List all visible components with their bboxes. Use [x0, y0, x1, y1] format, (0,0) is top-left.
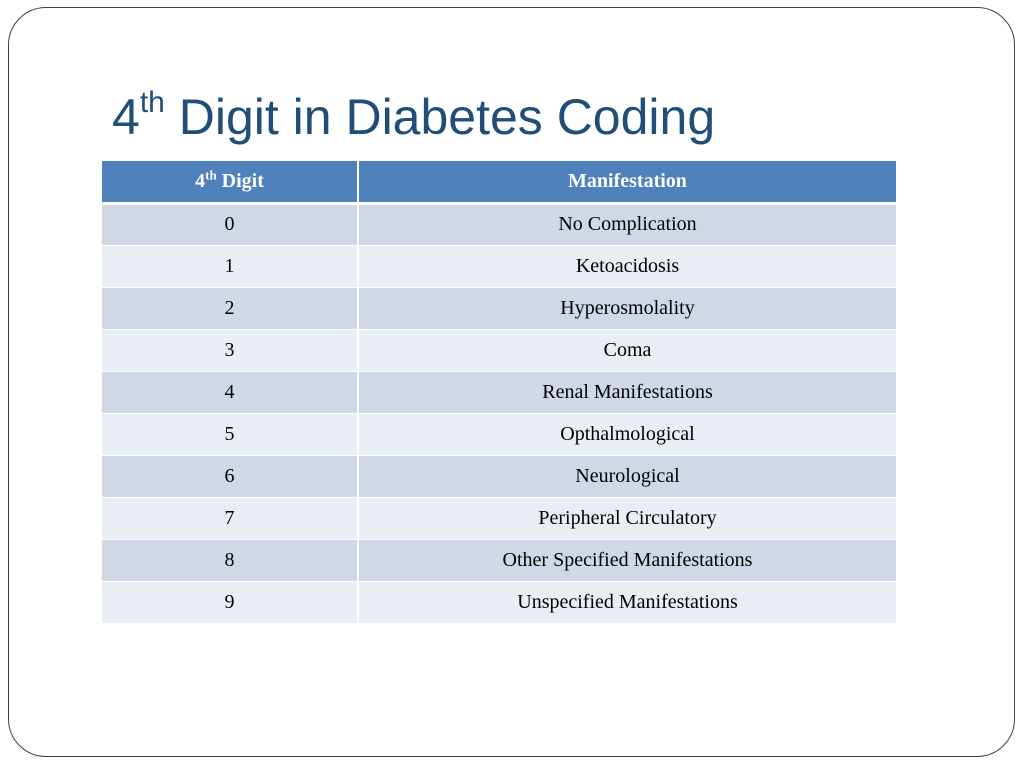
table-row — [102, 497, 896, 539]
table-row — [102, 455, 896, 497]
table-row — [102, 581, 896, 623]
digit-cell: 0 — [102, 203, 358, 245]
header-digit — [102, 161, 358, 203]
header-manifestation: Manifestation — [358, 161, 896, 203]
manifestation-cell: Neurological — [358, 455, 896, 497]
digit-cell: 4 — [102, 371, 358, 413]
manifestation-cell: Opthalmological — [358, 413, 896, 455]
digit-cell: 3 — [102, 329, 358, 371]
table-row — [102, 287, 896, 329]
table-row — [102, 371, 896, 413]
digit-cell: 2 — [102, 287, 358, 329]
header-digit-number: 4 — [195, 169, 206, 192]
table-row — [102, 539, 896, 581]
title-number: 4 — [112, 89, 140, 145]
title-superscript: th — [139, 86, 165, 120]
slide-title — [112, 82, 715, 152]
digit-cell: 9 — [102, 581, 358, 623]
title-text: Digit in Diabetes Coding — [164, 89, 716, 145]
manifestation-cell: Hyperosmolality — [358, 287, 896, 329]
digit-cell: 6 — [102, 455, 358, 497]
manifestation-cell: Coma — [358, 329, 896, 371]
manifestation-cell: Unspecified Manifestations — [358, 581, 896, 623]
manifestation-cell: Renal Manifestations — [358, 371, 896, 413]
header-digit-label: Digit — [216, 169, 264, 192]
table-row — [102, 203, 896, 245]
table-header-row — [102, 161, 896, 203]
digit-cell: 8 — [102, 539, 358, 581]
table-row — [102, 329, 896, 371]
manifestation-cell: Peripheral Circulatory — [358, 497, 896, 539]
table-row — [102, 245, 896, 287]
digit-cell: 7 — [102, 497, 358, 539]
digit-cell: 5 — [102, 413, 358, 455]
manifestation-cell: Ketoacidosis — [358, 245, 896, 287]
diabetes-digit-table — [102, 161, 896, 623]
manifestation-cell: Other Specified Manifestations — [358, 539, 896, 581]
header-digit-superscript: th — [205, 167, 217, 183]
digit-cell: 1 — [102, 245, 358, 287]
table-row — [102, 413, 896, 455]
manifestation-cell: No Complication — [358, 203, 896, 245]
